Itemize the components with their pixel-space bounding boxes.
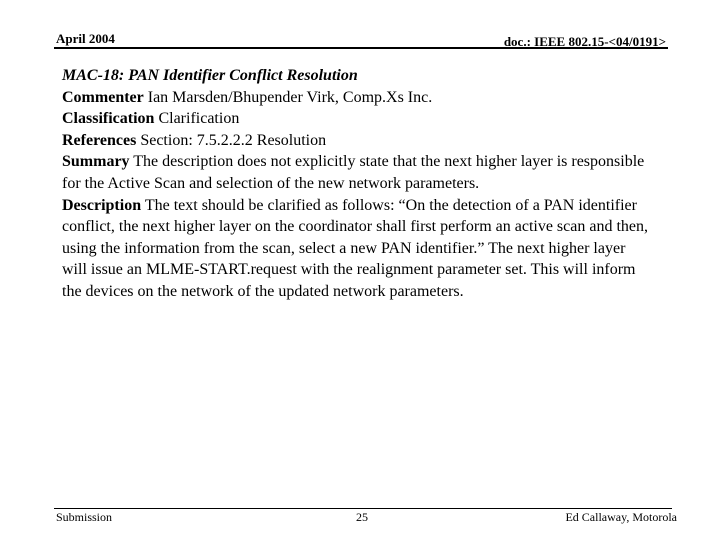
commenter-value: Ian Marsden/Bhupender Virk, Comp.Xs Inc. <box>143 88 433 106</box>
footer-author: Ed Callaway, Motorola <box>565 510 677 524</box>
summary-paragraph <box>62 151 652 194</box>
description-label: Description <box>62 196 142 214</box>
header-date: April 2004 <box>56 31 115 46</box>
commenter-label: Commenter <box>62 88 144 106</box>
header-divider <box>54 47 668 49</box>
slide-title: MAC-18: PAN Identifier Conflict Resolution <box>62 67 358 84</box>
description-text: The text should be clarified as follows: “On the detection of a PAN identifier conflict, the next higher layer on the coordinator shall first perform an active scan and then, using the information from the scan, select a new PAN identifier.” The next higher layer will issue an MLME-START.request with the realignment parameter set. This will inform the devices on the network of the updated network parameters. <box>62 196 649 300</box>
footer-divider <box>54 508 672 509</box>
references-value: Section: 7.5.2.2.2 Resolution <box>136 131 327 149</box>
references-line <box>62 130 652 152</box>
classification-value: Clarification <box>154 110 240 128</box>
slide-body <box>62 65 652 303</box>
header-doc-id: doc.: IEEE 802.15-<04/0191> <box>503 34 666 49</box>
description-paragraph <box>62 195 652 303</box>
commenter-line <box>62 87 652 109</box>
references-label: References <box>62 131 137 149</box>
classification-line <box>62 108 652 130</box>
footer-submission: Submission <box>56 510 113 524</box>
page-number: 25 <box>356 510 368 524</box>
summary-label: Summary <box>62 153 130 171</box>
classification-label: Classification <box>62 110 155 128</box>
summary-text: The description does not explicitly state that the next higher layer is responsible for the Active Scan and selection of the new network parameters. <box>62 153 645 192</box>
